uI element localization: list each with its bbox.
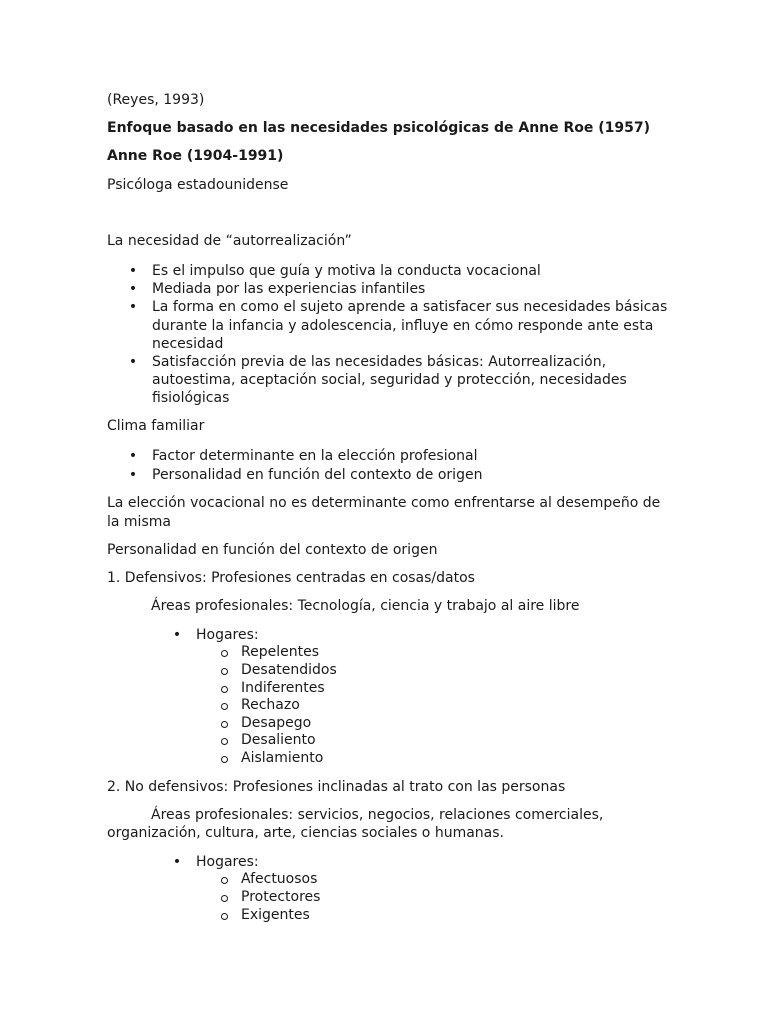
- list-item: Desaliento: [241, 732, 316, 748]
- defensive-areas: Áreas profesionales: Tecnología, ciencia y trabajo al aire libre: [151, 598, 580, 614]
- list-item: Exigentes: [241, 907, 310, 923]
- bullet-icon: •: [128, 448, 138, 464]
- list-item: Es el impulso que guía y motiva la conducta vocacional: [152, 263, 541, 279]
- non-defensive-areas-line: Áreas profesionales: servicios, negocios, relaciones comerciales,: [151, 807, 604, 823]
- bullet-icon: •: [128, 354, 138, 370]
- bullet-icon: •: [172, 627, 182, 643]
- list-item-continuation: durante la infancia y adolescencia, influye en cómo responde ante esta: [152, 318, 654, 334]
- citation: (Reyes, 1993): [107, 92, 205, 108]
- homes-label: Hogares:: [196, 627, 259, 643]
- list-item: La forma en como el sujeto aprende a satisfacer sus necesidades básicas: [152, 299, 668, 315]
- need-intro: La necesidad de “autorrealización”: [107, 233, 352, 249]
- circle-bullet-icon: [221, 913, 228, 920]
- bullet-icon: •: [128, 281, 138, 297]
- list-item: Indiferentes: [241, 680, 325, 696]
- clima-title: Clima familiar: [107, 418, 205, 434]
- circle-bullet-icon: [221, 668, 228, 675]
- bullet-icon: •: [128, 467, 138, 483]
- bullet-icon: •: [128, 299, 138, 315]
- circle-bullet-icon: [221, 895, 228, 902]
- list-item: Repelentes: [241, 644, 319, 660]
- election-paragraph-line: la misma: [107, 514, 171, 530]
- list-item: Protectores: [241, 889, 321, 905]
- non-defensive-title: 2. No defensivos: Profesiones inclinadas al trato con las personas: [107, 779, 566, 795]
- circle-bullet-icon: [221, 650, 228, 657]
- list-item: Mediada por las experiencias infantiles: [152, 281, 426, 297]
- list-item: Factor determinante en la elección profesional: [152, 448, 478, 464]
- circle-bullet-icon: [221, 721, 228, 728]
- list-item: Personalidad en función del contexto de origen: [152, 467, 483, 483]
- list-item-continuation: autoestima, aceptación social, seguridad y protección, necesidades: [152, 372, 627, 388]
- list-item: Aislamiento: [241, 750, 324, 766]
- list-item: Rechazo: [241, 697, 300, 713]
- document-heading: Enfoque basado en las necesidades psicológicas de Anne Roe (1957): [107, 120, 651, 136]
- circle-bullet-icon: [221, 703, 228, 710]
- author-description: Psicóloga estadounidense: [107, 177, 289, 193]
- bullet-icon: •: [128, 263, 138, 279]
- non-defensive-areas-line: organización, cultura, arte, ciencias sociales o humanas.: [107, 825, 504, 841]
- defensive-title: 1. Defensivos: Profesiones centradas en cosas/datos: [107, 570, 475, 586]
- list-item: Afectuosos: [241, 871, 318, 887]
- bullet-icon: •: [172, 854, 182, 870]
- list-item: Satisfacción previa de las necesidades básicas: Autorrealización,: [152, 354, 607, 370]
- circle-bullet-icon: [221, 738, 228, 745]
- list-item-continuation: necesidad: [152, 336, 224, 352]
- circle-bullet-icon: [221, 756, 228, 763]
- circle-bullet-icon: [221, 686, 228, 693]
- election-paragraph-line: La elección vocacional no es determinante como enfrentarse al desempeño de: [107, 495, 661, 511]
- author-heading: Anne Roe (1904-1991): [107, 148, 284, 164]
- list-item: Desatendidos: [241, 662, 337, 678]
- homes-label: Hogares:: [196, 854, 259, 870]
- list-item: Desapego: [241, 715, 312, 731]
- personality-title: Personalidad en función del contexto de origen: [107, 542, 438, 558]
- list-item-continuation: fisiológicas: [152, 390, 230, 406]
- circle-bullet-icon: [221, 877, 228, 884]
